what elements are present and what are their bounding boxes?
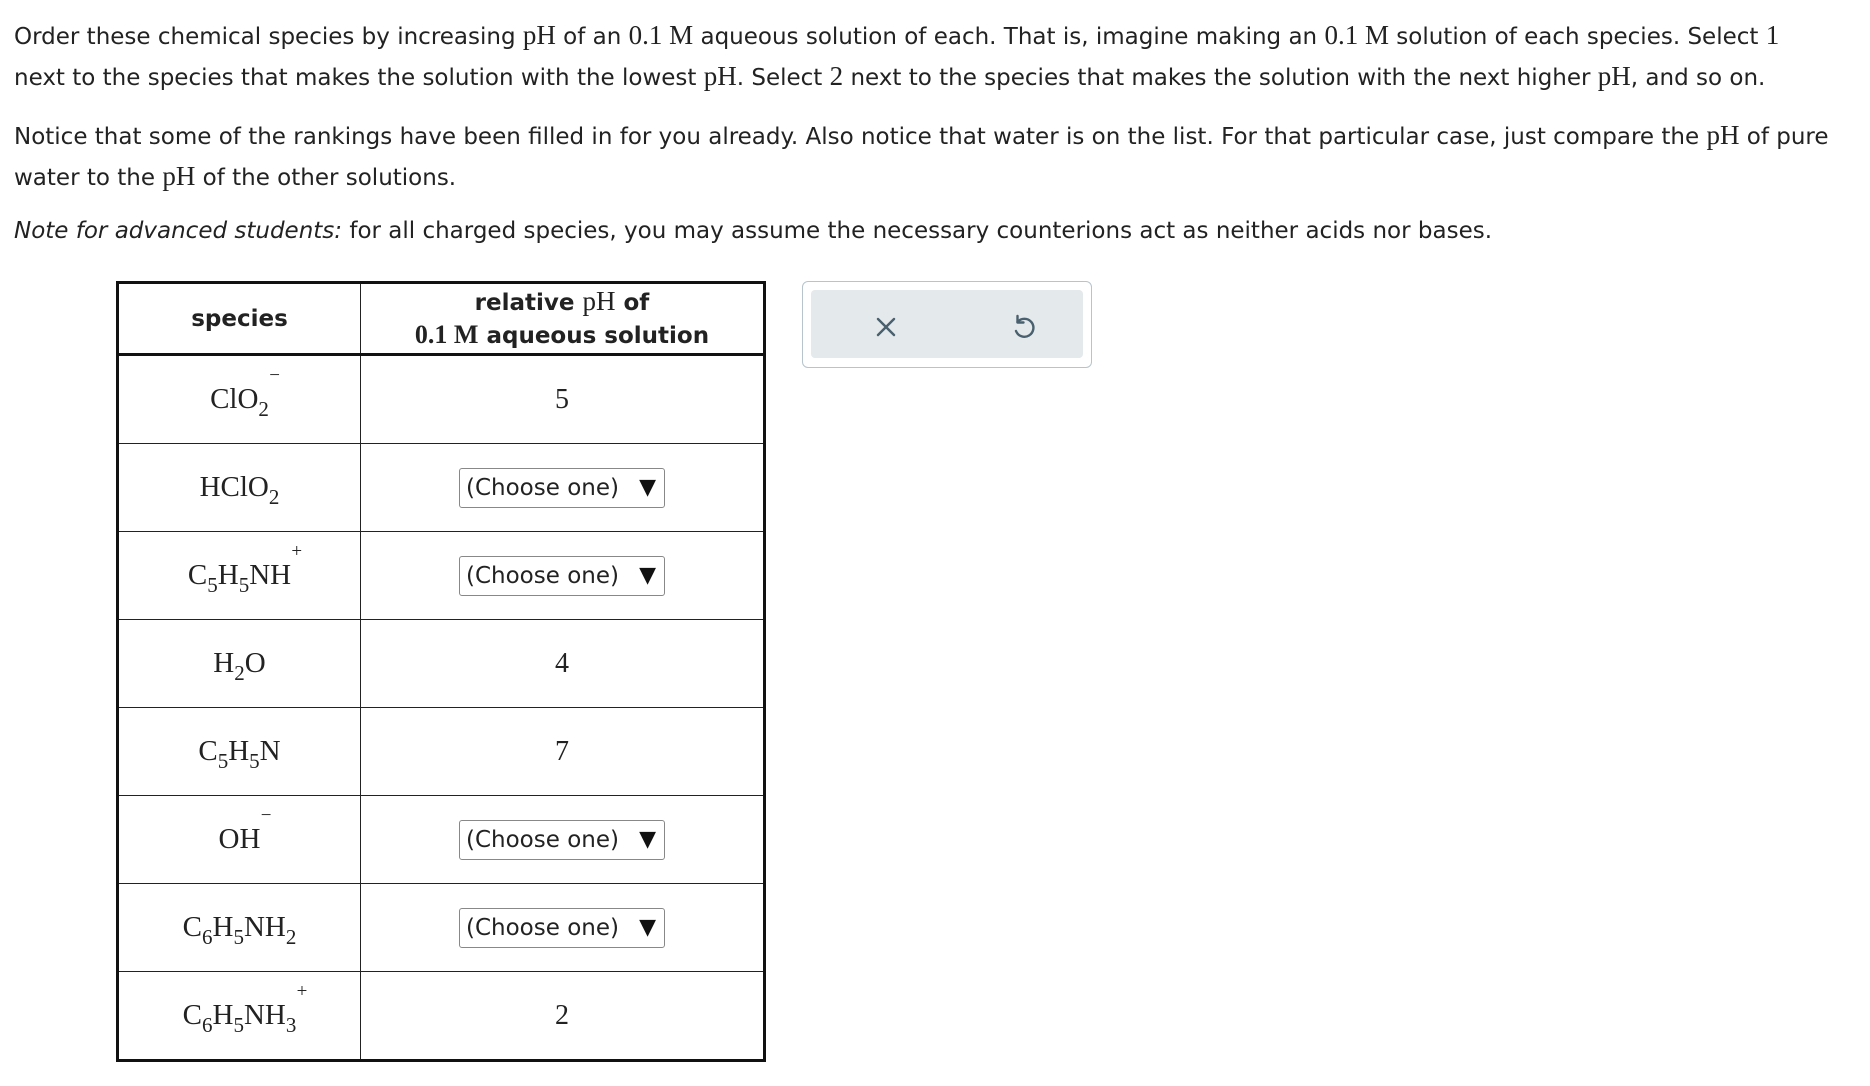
rank-dropdown[interactable] (459, 468, 665, 508)
rank-cell (361, 532, 765, 620)
answer-tools-panel (802, 281, 1092, 368)
species-formula: $C_6H_5NH_2$ (182, 911, 297, 949)
table-row (118, 708, 765, 796)
instructions-paragraph-2: Notice that some of the rankings have been filled in for you already. Also notice that water is on the list. For that particular case, just compare the pH of pure water to the pH of the other solutions. (14, 120, 1829, 191)
rank-dropdown[interactable] (459, 820, 665, 860)
table-row (118, 796, 765, 884)
species-formula: ClO$_2$ − (210, 365, 280, 421)
charge-sign: + (291, 541, 303, 562)
triangle-down-icon: ▼ (639, 563, 656, 588)
species-formula: $C_5H_5N$ (198, 735, 281, 773)
species-cell (118, 796, 361, 884)
rank-value: 4 (555, 647, 569, 679)
rank-dropdown-label: (Choose one) (466, 826, 619, 853)
table-row (118, 355, 765, 444)
rank-cell (361, 972, 765, 1061)
triangle-down-icon: ▼ (639, 475, 656, 500)
undo-icon (1008, 311, 1040, 343)
charge-sign: − (260, 805, 272, 826)
rank-cell (361, 796, 765, 884)
rank-dropdown-label: (Choose one) (466, 914, 619, 941)
header-species: species (118, 283, 361, 355)
species-formula: HClO$_2$ (199, 471, 280, 509)
triangle-down-icon: ▼ (639, 827, 656, 852)
table-row (118, 620, 765, 708)
rank-cell (361, 444, 765, 532)
rank-cell (361, 620, 765, 708)
species-cell (118, 532, 361, 620)
header-relative-ph: relative pH of 0.1 M aqueous solution (361, 283, 765, 355)
tools-toolbar (811, 290, 1083, 358)
rank-cell (361, 884, 765, 972)
rank-value: 5 (555, 383, 569, 415)
rank-dropdown-label: (Choose one) (466, 474, 619, 501)
ranking-table (116, 281, 766, 1062)
rank-value: 7 (555, 735, 569, 767)
charge-sign: − (269, 365, 280, 386)
rank-dropdown[interactable] (459, 908, 665, 948)
rank-cell (361, 355, 765, 444)
species-cell (118, 884, 361, 972)
species-cell (118, 444, 361, 532)
species-formula: $C_6H_5NH_3$ + (182, 981, 308, 1037)
triangle-down-icon: ▼ (639, 915, 656, 940)
species-formula: OH − (218, 805, 272, 855)
species-cell (118, 708, 361, 796)
rank-value: 2 (555, 999, 569, 1031)
undo-button[interactable] (1008, 311, 1040, 343)
rank-dropdown[interactable] (459, 556, 665, 596)
instructions-paragraph-1: Order these chemical species by increasing pH of an 0.1 M aqueous solution of each. That is, imagine making an 0.1 M solution of each species. Select 1 next to the species that makes the solution with the lowest pH. Select 2 next to the species that makes the solution with the next higher pH, and so on. (14, 20, 1780, 91)
species-formula: $C_5H_5NH$ + (187, 541, 303, 597)
species-cell (118, 620, 361, 708)
table-row (118, 444, 765, 532)
table-row (118, 884, 765, 972)
species-cell (118, 972, 361, 1061)
rank-dropdown-label: (Choose one) (466, 562, 619, 589)
species-formula: $H_2O$ (213, 647, 266, 685)
table-row (118, 972, 765, 1061)
rank-cell (361, 708, 765, 796)
table-row (118, 532, 765, 620)
species-cell (118, 355, 361, 444)
close-icon (870, 311, 902, 343)
charge-sign: + (296, 981, 308, 1002)
advanced-note: Note for advanced students: for all charged species, you may assume the necessary counterions act as neither acids nor bases. (14, 218, 1493, 244)
clear-button[interactable] (870, 311, 902, 343)
